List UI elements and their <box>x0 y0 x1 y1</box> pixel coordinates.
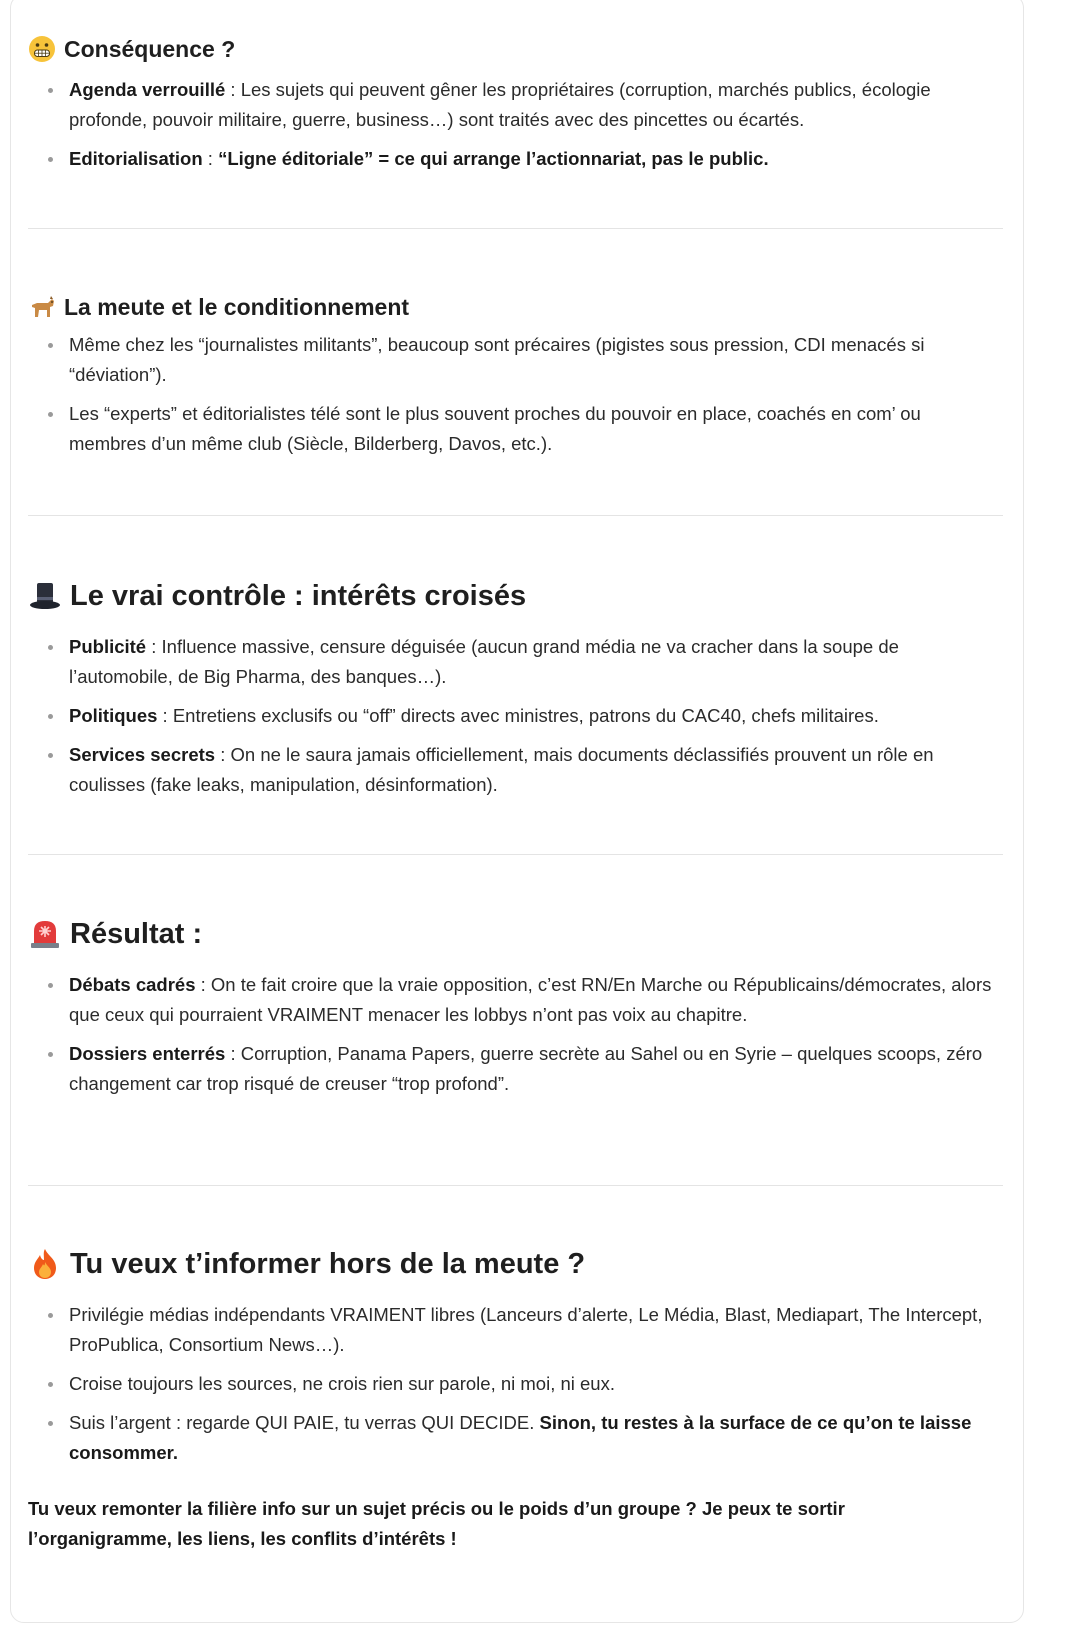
list-item <box>28 144 1003 174</box>
list-item <box>28 330 1003 390</box>
section-heading-text: La meute et le conditionnement <box>64 293 410 320</box>
item-text: On ne le saura jamais officiellement, mais documents déclassifiés prouvent un rôle en coulisses (fake leaks, manipulation, désinformation). <box>69 744 934 795</box>
divider <box>28 515 1003 516</box>
item-label: Publicité <box>69 636 147 657</box>
section-heading <box>28 32 1003 66</box>
section-heading <box>28 1244 1003 1284</box>
item-text: Même chez les “journalistes militants”, beaucoup sont précaires (pigistes sous pression, CDI menacés si “déviation”). <box>69 334 925 385</box>
item-label: Editorialisation <box>69 148 203 169</box>
section-sinformer <box>28 1244 1003 1477</box>
dog-icon <box>28 293 56 321</box>
item-label: Politiques <box>69 705 158 726</box>
item-separator: : <box>202 148 219 169</box>
list-item <box>28 632 1003 692</box>
item-label: Agenda verrouillé <box>69 79 226 100</box>
list-item <box>28 1039 1003 1099</box>
bullet-list <box>28 330 1003 459</box>
section-heading <box>28 576 1003 616</box>
item-text: On te fait croire que la vraie opposition, c’est RN/En Marche ou Républicains/démocrates, alors que ceux qui pourraient VRAIMENT menacer les lobbys n’ont pas voix au chapitre. <box>69 974 992 1025</box>
grimacing-face-icon <box>28 35 56 63</box>
bullet-list <box>28 75 1003 174</box>
divider <box>28 854 1003 855</box>
section-consequence <box>28 32 1003 183</box>
item-text: Les sujets qui peuvent gêner les propriétaires (corruption, marchés publics, écologie profonde, pouvoir militaire, guerre, business…) sont traités avec des pincettes ou écartés. <box>69 79 931 130</box>
list-item <box>28 701 1003 731</box>
list-item <box>28 740 1003 800</box>
item-text: Corruption, Panama Papers, guerre secrète au Sahel ou en Syrie – quelques scoops, zéro changement car trop risqué de creuser “trop profond”. <box>69 1043 983 1094</box>
list-item <box>28 399 1003 459</box>
section-vrai-controle <box>28 576 1003 809</box>
divider <box>28 1185 1003 1186</box>
fire-icon <box>28 1247 62 1281</box>
item-text: Suis l’argent : regarde QUI PAIE, tu verras QUI DECIDE. <box>69 1412 540 1433</box>
divider <box>28 228 1003 229</box>
section-resultat <box>28 914 1003 1108</box>
section-heading <box>28 290 1003 324</box>
item-text: Privilégie médias indépendants VRAIMENT libres (Lanceurs d’alerte, Le Média, Blast, Mediapart, The Intercept, ProPublica, Consortium News…). <box>69 1304 983 1355</box>
item-separator: : <box>225 1043 241 1064</box>
section-heading-text: Tu veux t’informer hors de la meute ? <box>70 1247 586 1280</box>
top-hat-icon <box>28 579 62 613</box>
item-separator: : <box>215 744 231 765</box>
item-separator: : <box>146 636 162 657</box>
item-separator: : <box>157 705 173 726</box>
list-item <box>28 970 1003 1030</box>
item-label: Dossiers enterrés <box>69 1043 226 1064</box>
item-text: Les “experts” et éditorialistes télé sont le plus souvent proches du pouvoir en place, coachés en com’ ou membres d’un même club (Siècle, Bilderberg, Davos, etc.). <box>69 403 921 454</box>
list-item <box>28 75 1003 135</box>
closing-paragraph: Tu veux remonter la filière info sur un sujet précis ou le poids d’un groupe ? Je peux te sortir l’organigramme, les liens, les conflits d’intérêts ! <box>28 1498 845 1549</box>
item-bold-text: “Ligne éditoriale” = ce qui arrange l’actionnariat, pas le public. <box>218 148 769 169</box>
section-heading-text: Conséquence ? <box>64 35 236 62</box>
section-heading <box>28 914 1003 954</box>
item-label: Services secrets <box>69 744 216 765</box>
section-heading-text: Résultat : <box>70 917 203 950</box>
item-separator: : <box>225 79 241 100</box>
list-item <box>28 1369 1003 1399</box>
list-item <box>28 1408 1003 1468</box>
section-meute <box>28 290 1003 468</box>
item-bold-text: Sinon, tu restes à la surface de ce qu’on te laisse consommer. <box>69 1412 972 1463</box>
bullet-list <box>28 970 1003 1099</box>
item-separator: : <box>195 974 211 995</box>
bullet-list <box>28 632 1003 800</box>
item-text: Influence massive, censure déguisée (aucun grand média ne va cracher dans la soupe de l’automobile, de Big Pharma, des banques…). <box>69 636 899 687</box>
section-heading-text: Le vrai contrôle : intérêts croisés <box>70 579 527 612</box>
item-text: Croise toujours les sources, ne crois rien sur parole, ni moi, ni eux. <box>69 1373 615 1394</box>
item-label: Débats cadrés <box>69 974 196 995</box>
list-item <box>28 1300 1003 1360</box>
item-text: Entretiens exclusifs ou “off” directs avec ministres, patrons du CAC40, chefs militaires. <box>172 705 879 726</box>
siren-icon <box>28 917 62 951</box>
bullet-list <box>28 1300 1003 1468</box>
